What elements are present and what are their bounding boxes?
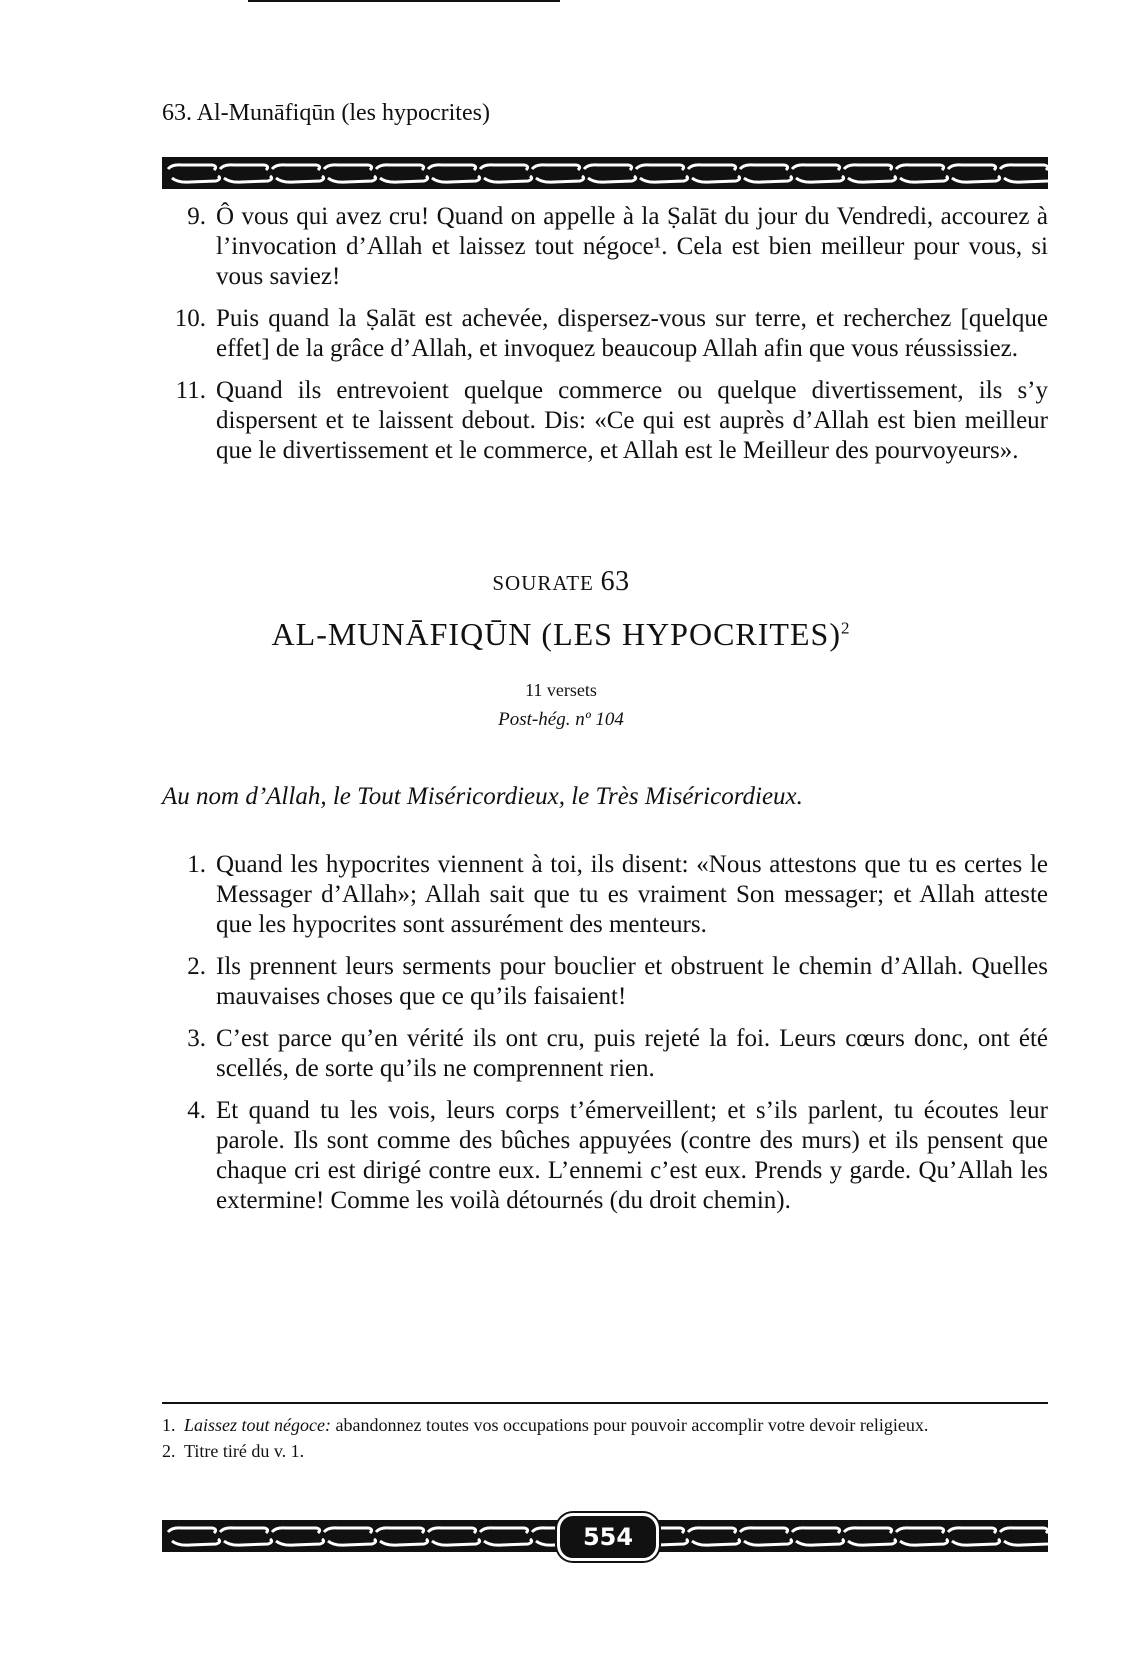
footnote-rule	[162, 1402, 1048, 1404]
top-rule	[248, 0, 560, 2]
verse-number: 11.	[175, 377, 206, 404]
chain-link-upper	[428, 1528, 476, 1533]
chain-link-lower	[380, 176, 428, 182]
chain-link-lower	[432, 1539, 480, 1545]
chain-link-lower	[484, 1539, 532, 1545]
chain-link-lower	[1004, 176, 1048, 182]
chain-link-upper	[792, 1528, 840, 1533]
verse-text: C’est parce qu’en vérité ils ont cru, puis rejeté la foi. Leurs cœurs donc, ont été scellés, de sorte qu’ils ne comprennent rien.	[216, 1025, 1048, 1082]
chain-link-upper	[168, 1528, 216, 1533]
basmala: Au nom d’Allah, le Tout Miséricordieux, le Très Miséricordieux.	[162, 783, 803, 810]
chain-link-upper	[584, 165, 632, 170]
chain-link-lower	[276, 1539, 324, 1545]
chain-link-lower	[588, 176, 636, 182]
footnote-term: Laissez tout négoce:	[184, 1415, 331, 1435]
verse-1	[162, 850, 1048, 940]
chain-link-lower	[224, 176, 272, 182]
chain-link-upper	[1000, 1528, 1048, 1533]
chain-link-upper	[948, 1528, 996, 1533]
verse-2	[162, 952, 1048, 1012]
chain-link-lower	[952, 176, 1000, 182]
verse-text: Puis quand la Ṣalāt est achevée, dispersez-vous sur terre, et recherchez [quelque effet] de la grâce d’Allah, et invoquez beaucoup Allah afin que vous réussissiez.	[216, 305, 1048, 362]
chain-ornament-icon	[162, 157, 1048, 189]
surah-title	[0, 616, 1122, 653]
chain-link-lower	[796, 176, 844, 182]
chain-link-lower	[796, 1539, 844, 1545]
chain-link-lower	[328, 1539, 376, 1545]
chain-link-upper	[896, 165, 944, 170]
footnote-text: abandonnez toutes vos occupations pour pouvoir accomplir votre devoir religieux.	[330, 1415, 929, 1435]
chain-link-lower	[640, 176, 688, 182]
chain-link-lower	[1004, 1539, 1048, 1545]
sourate-heading	[0, 566, 1122, 598]
chain-link-upper	[688, 1528, 736, 1533]
footnotes	[162, 1414, 1048, 1466]
footnote-text: Titre tiré du v. 1.	[184, 1441, 305, 1461]
chain-link-lower	[692, 1539, 740, 1545]
chain-link-upper	[480, 165, 528, 170]
revelation-order: Post-hég. nº 104	[498, 709, 624, 730]
main-verse-list	[162, 850, 1048, 1228]
chain-link-upper	[428, 165, 476, 170]
chain-link-upper	[688, 165, 736, 170]
verse-text: Ils prennent leurs serments pour bouclier et obstruent le chemin d’Allah. Quelles mauvaises choses que ce qu’ils faisaient!	[216, 953, 1048, 1010]
chain-link-upper	[636, 165, 684, 170]
footnote-number: 1.	[162, 1415, 176, 1435]
chain-link-upper	[844, 165, 892, 170]
verse-4	[162, 1096, 1048, 1216]
chain-link-lower	[900, 1539, 948, 1545]
chain-link-upper	[844, 1528, 892, 1533]
surah-title-text: AL-MUNĀFIQŪN (LES HYPOCRITES)	[271, 616, 841, 652]
verse-3	[162, 1024, 1048, 1084]
page-number: 554	[557, 1513, 659, 1561]
verse-9	[162, 202, 1048, 292]
chain-link-upper	[480, 1528, 528, 1533]
chain-link-lower	[276, 176, 324, 182]
verse-count: 11 versets	[525, 680, 597, 700]
verse-text: Et quand tu les vois, leurs corps t’émerveillent; et s’ils parlent, tu écoutes leur parole. Ils sont comme des bûches appuyées (contre des murs) et ils pensent que chaque cri est dirigé contre eux. L’ennemi c’est eux. Prends y garde. Qu’Allah les extermine! Comme les voilà détournés (du droit chemin).	[216, 1097, 1048, 1214]
chain-link-lower	[380, 1539, 428, 1545]
footnote-body	[184, 1440, 1048, 1462]
verse-10	[162, 304, 1048, 364]
chain-link-lower	[536, 176, 584, 182]
chain-link-upper	[376, 1528, 424, 1533]
chain-link-upper	[896, 1528, 944, 1533]
chain-link-upper	[376, 165, 424, 170]
chain-link-lower	[484, 176, 532, 182]
chain-link-upper	[324, 165, 372, 170]
chain-link-lower	[848, 176, 896, 182]
verse-text: Quand ils entrevoient quelque commerce ou quelque divertissement, ils s’y dispersent et te laissent debout. Dis: «Ce qui est auprès d’Allah est bien meilleur que le divertissement et le commerce, et Allah est le Meilleur des pourvoyeurs».	[216, 377, 1048, 464]
chain-link-upper	[168, 165, 216, 170]
chain-link-upper	[272, 1528, 320, 1533]
verse-text: Ô vous qui avez cru! Quand on appelle à la Ṣalāt du jour du Vendredi, accourez à l’invocation d’Allah et laissez tout négoce¹. Cela est bien meilleur pour vous, si vous saviez!	[216, 203, 1048, 290]
chain-link-lower	[952, 1539, 1000, 1545]
chain-link-lower	[848, 1539, 896, 1545]
verse-text: Quand les hypocrites viennent à toi, ils disent: «Nous attestons que tu es certes le Messager d’Allah»; Allah sait que tu es vraiment Son messager; et Allah atteste que les hypocrites sont assurément des menteurs.	[216, 851, 1048, 938]
verse-number: 2.	[187, 953, 206, 980]
verse-number: 9.	[187, 203, 206, 230]
chain-link-upper	[740, 165, 788, 170]
chain-link-upper	[948, 165, 996, 170]
chain-link-upper	[220, 165, 268, 170]
chain-link-lower	[224, 1539, 272, 1545]
footnote-number: 2.	[162, 1441, 176, 1461]
top-verse-list	[162, 202, 1048, 478]
chain-link-upper	[272, 165, 320, 170]
chain-link-lower	[744, 1539, 792, 1545]
chain-link-lower	[172, 176, 220, 182]
chain-link-lower	[900, 176, 948, 182]
sourate-number: 63	[600, 566, 630, 597]
chain-link-upper	[740, 1528, 788, 1533]
chain-link-lower	[432, 176, 480, 182]
verse-number: 3.	[187, 1025, 206, 1052]
verse-11	[162, 376, 1048, 466]
sourate-label: SOURATE	[492, 571, 594, 595]
chain-link-upper	[792, 165, 840, 170]
verse-number: 10.	[174, 305, 206, 332]
running-head: 63. Al-Munāfiqūn (les hypocrites)	[162, 100, 490, 126]
verse-number: 1.	[187, 851, 206, 878]
surah-title-note: 2	[840, 618, 851, 638]
footnote-2	[162, 1440, 1048, 1462]
chain-link-lower	[744, 176, 792, 182]
verse-number: 4.	[187, 1097, 206, 1124]
chain-link-upper	[220, 1528, 268, 1533]
chain-link-upper	[324, 1528, 372, 1533]
chain-link-lower	[172, 1539, 220, 1545]
chain-link-lower	[328, 176, 376, 182]
chain-link-upper	[532, 165, 580, 170]
chain-link-lower	[692, 176, 740, 182]
footnote-body	[184, 1414, 1048, 1436]
footnote-1	[162, 1414, 1048, 1436]
chain-link-upper	[1000, 165, 1048, 170]
